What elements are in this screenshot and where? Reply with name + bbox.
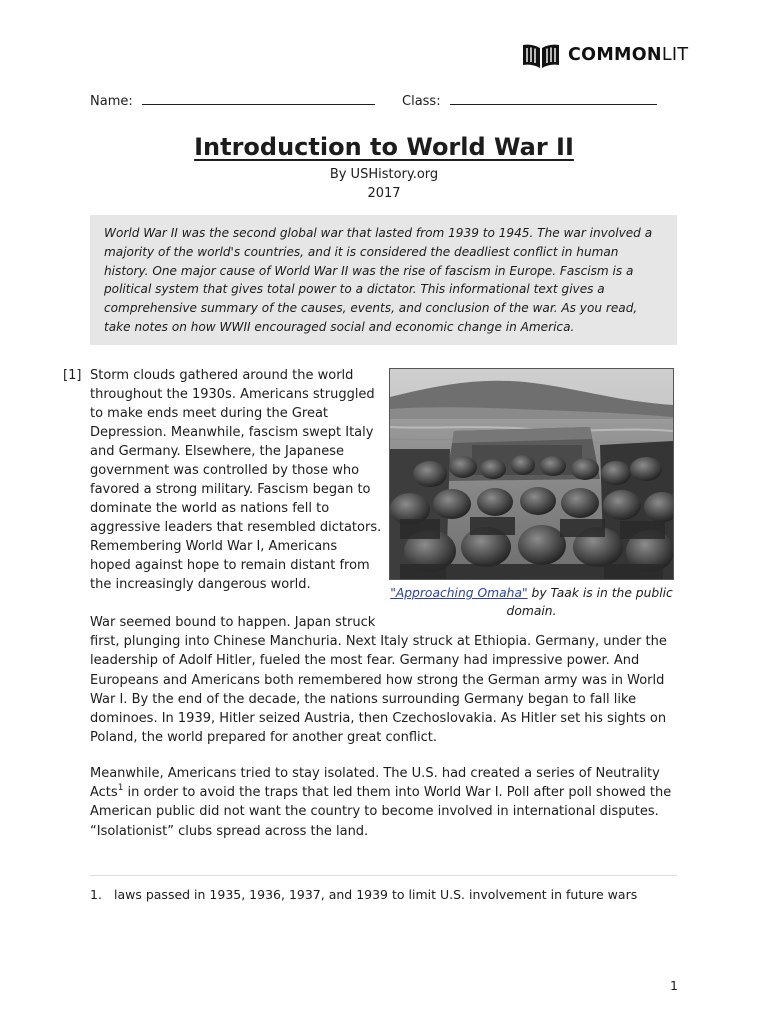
byline: [0, 165, 768, 203]
book-icon: [522, 43, 560, 69]
commonlit-logo: [522, 42, 688, 70]
logo-wordmark: COMMONLIT: [568, 45, 689, 66]
year: 2017: [367, 186, 401, 201]
class-blank[interactable]: [450, 91, 657, 105]
photo-source-link[interactable]: "Approaching Omaha": [390, 586, 528, 600]
paragraph-2-rest: first, plunging into Chinese Manchuria. Next Italy struck at Ethiopia. Germany, under the leadership of Adolf Hitler, fueled the most fear. Germany had impressive power. And Europeans and Americans both remembered how strong the German army was in World War I. By the end of the decade, the nations surrounding Germany began to fall like dominoes. In 1939, Hitler seized Austria, then Czechoslovakia. As Hitler set his sights on Poland, the world prepared for another great conflict.: [90, 634, 667, 746]
footnote-divider: [90, 875, 677, 876]
paragraph-3: Meanwhile, Americans tried to stay isolated. The U.S. had created a series of Neutrality Acts$^1$ in order to avoid the traps that led them into World War I. Poll after poll showed the American public did not want the country to become involved in international disputes. “Isolationist” clubs spread across the land.: [90, 766, 672, 839]
footnote-text: laws passed in 1935, 1936, 1937, and 1939 to limit U.S. involvement in future wars: [114, 887, 638, 902]
name-label: Name:: [90, 94, 133, 109]
paragraph-1: Storm clouds gathered around the world throughout the 1930s. Americans struggled to make ends meet during the Great Depression. Meanwhile, fascism swept Italy and Germany. Elsewhere, the Japanese government was controlled by those who favored a strong military. Fascism began to dominate the world as nations fell to aggressive leaders that resembled dictators. Remembering World War I, Americans hoped against hope to remain distant from the increasingly dangerous world.: [90, 368, 382, 592]
caption-text: by Taak is in the public domain.: [506, 586, 673, 618]
footnote-item: [90, 886, 637, 904]
page-title: Introduction to World War II: [194, 133, 574, 161]
footnote-number: 1.: [90, 887, 102, 902]
intro-summary: World War II was the second global war that lasted from 1939 to 1945. The war involved a majority of the world's countries, and it is considered the deadliest conflict in human history. One major cause of World War II was the rise of fascism in Europe. Fascism is a political system that gives total power to a dictator. This informational text gives a comprehensive summary of the causes, events, and conclusion of the war. As you read, take notes on how WWII encouraged social and economic change in America.: [90, 215, 677, 345]
author: By USHistory.org: [329, 167, 439, 182]
paragraph-number: [1]: [63, 368, 82, 383]
footnote-ref[interactable]: 1: [117, 783, 124, 794]
page-number: 1: [670, 978, 678, 993]
paragraph-2: [90, 613, 680, 747]
name-blank[interactable]: [142, 91, 375, 105]
name-field[interactable]: [90, 91, 375, 109]
class-label: Class:: [402, 94, 441, 109]
omaha-landing-photo: [389, 368, 674, 580]
paragraph-2-first-line: War seemed bound to happen. Japan struck: [90, 615, 376, 630]
class-field[interactable]: [402, 91, 657, 109]
